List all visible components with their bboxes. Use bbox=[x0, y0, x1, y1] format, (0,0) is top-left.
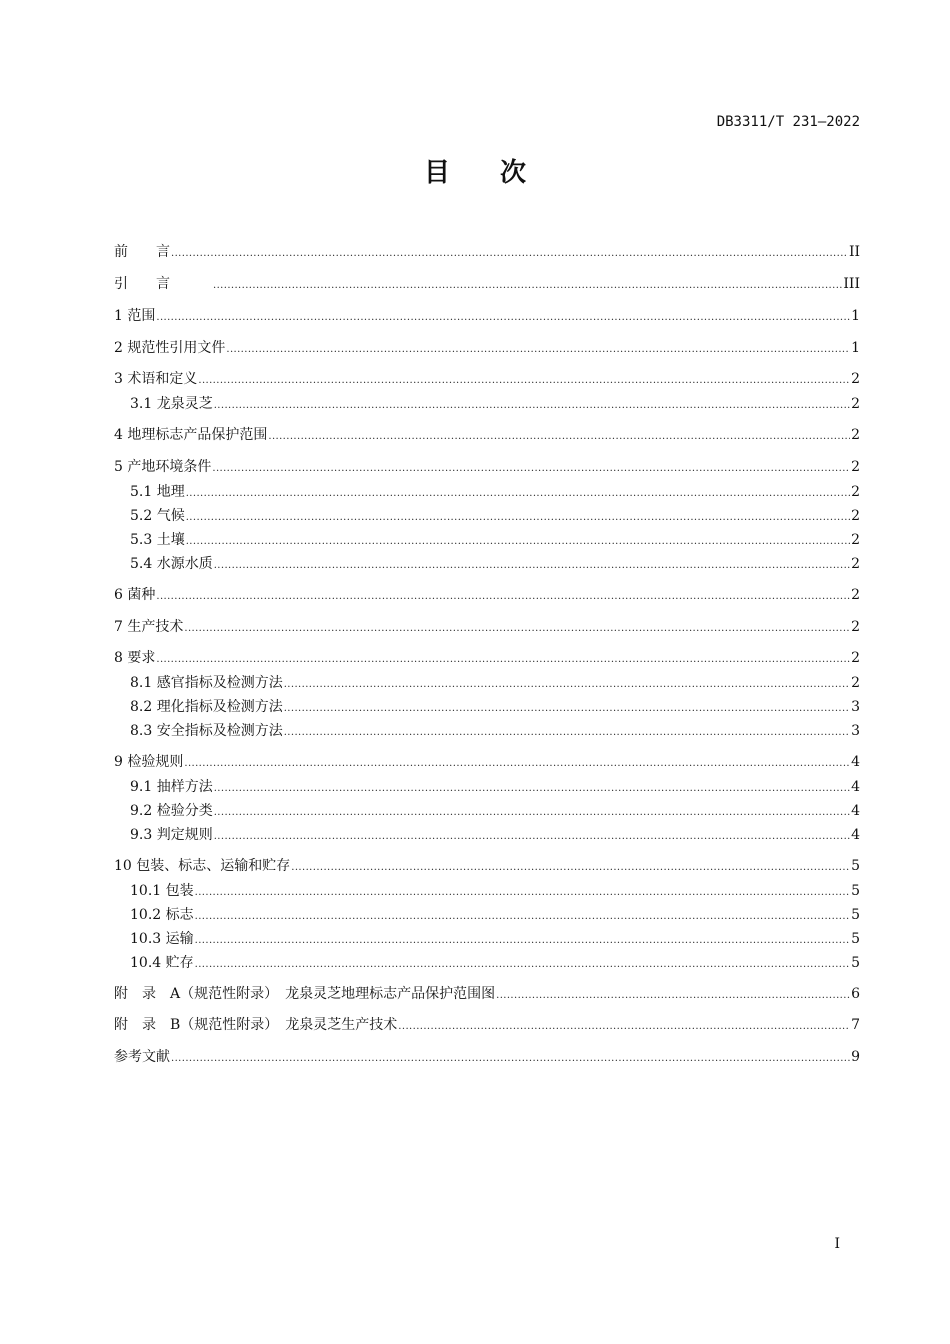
toc-subentry[interactable] bbox=[130, 673, 860, 693]
toc-entry-label: 附 录 A（规范性附录） 龙泉灵芝地理标志产品保护范围图 bbox=[114, 986, 496, 1002]
toc-subentry[interactable] bbox=[130, 825, 860, 845]
toc-entry-page: 4 bbox=[851, 779, 860, 795]
toc-subentry[interactable] bbox=[130, 929, 860, 949]
toc-entry-page: 2 bbox=[851, 587, 860, 603]
toc-entry-page: 2 bbox=[851, 619, 860, 635]
toc-leader-dots bbox=[284, 721, 850, 741]
toc-entry-page: 2 bbox=[851, 459, 860, 475]
toc-entry-page: 2 bbox=[851, 371, 860, 387]
toc-entry-label: 6 菌种 bbox=[114, 587, 156, 603]
toc-entry-page: 2 bbox=[851, 396, 860, 412]
toc-leader-dots bbox=[186, 506, 850, 526]
page-title: 目次 bbox=[423, 158, 576, 188]
toc-entry-label: 引 言 bbox=[114, 276, 212, 292]
toc-leader-dots bbox=[212, 457, 850, 477]
toc-entry-page: 3 bbox=[851, 699, 860, 715]
page-number: I bbox=[834, 1236, 840, 1252]
document-id: DB3311/T 231—2022 bbox=[716, 114, 860, 130]
toc-leader-dots bbox=[398, 1015, 850, 1035]
toc-leader-dots bbox=[195, 881, 850, 901]
toc-leader-dots bbox=[284, 697, 850, 717]
toc-leader-dots bbox=[214, 554, 850, 574]
toc-subentry[interactable] bbox=[130, 777, 860, 797]
toc-entry-label: 1 范围 bbox=[114, 308, 156, 324]
toc-entry-page: 2 bbox=[851, 532, 860, 548]
toc-leader-dots bbox=[268, 425, 850, 445]
toc-subentry[interactable] bbox=[130, 506, 860, 526]
toc-subentry[interactable] bbox=[130, 554, 860, 574]
toc-entry-page: 2 bbox=[851, 508, 860, 524]
toc-leader-dots bbox=[198, 369, 850, 389]
toc-entry-page: 7 bbox=[851, 1017, 860, 1033]
toc-entry-label: 8 要求 bbox=[114, 650, 156, 666]
toc-entry-page: 9 bbox=[851, 1049, 860, 1065]
toc-subentry[interactable] bbox=[130, 530, 860, 550]
toc-entry-label: 3 术语和定义 bbox=[114, 371, 198, 387]
toc-leader-dots bbox=[195, 905, 850, 925]
toc-entry-label: 9 检验规则 bbox=[114, 754, 184, 770]
toc-entry-label: 5.3 土壤 bbox=[130, 532, 185, 548]
toc-entry-page: 4 bbox=[851, 803, 860, 819]
toc-entry[interactable] bbox=[114, 1047, 860, 1067]
toc-entry-label: 8.2 理化指标及检测方法 bbox=[130, 699, 283, 715]
toc-entry-page: 1 bbox=[851, 308, 860, 324]
toc-subentry[interactable] bbox=[130, 721, 860, 741]
toc-entry-label: 8.3 安全指标及检测方法 bbox=[130, 723, 283, 739]
toc-entry[interactable] bbox=[114, 425, 860, 445]
toc-entry[interactable] bbox=[114, 369, 860, 389]
toc-entry-label: 9.2 检验分类 bbox=[130, 803, 213, 819]
toc-subentry[interactable] bbox=[130, 881, 860, 901]
toc-entry-page: 1 bbox=[851, 340, 860, 356]
toc-entry-page: 2 bbox=[851, 650, 860, 666]
toc-entry-page: III bbox=[843, 276, 860, 292]
toc-entry-page: 5 bbox=[851, 907, 860, 923]
toc-entry[interactable] bbox=[114, 648, 860, 668]
toc-subentry[interactable] bbox=[130, 905, 860, 925]
toc-subentry[interactable] bbox=[130, 482, 860, 502]
toc-leader-dots bbox=[184, 617, 850, 637]
toc-entry-label: 前 言 bbox=[114, 244, 170, 260]
toc-entry-page: 3 bbox=[851, 723, 860, 739]
toc-entry-page: 4 bbox=[851, 827, 860, 843]
toc-leader-dots bbox=[226, 338, 850, 358]
toc-entry-label: 参考文献 bbox=[114, 1049, 170, 1065]
toc-leader-dots bbox=[156, 306, 850, 326]
toc-entry-page: 5 bbox=[851, 883, 860, 899]
toc-entry-label: 9.1 抽样方法 bbox=[130, 779, 213, 795]
toc-subentry[interactable] bbox=[130, 953, 860, 973]
toc-entry-page: 2 bbox=[851, 556, 860, 572]
toc-leader-dots bbox=[214, 825, 850, 845]
toc-leader-dots bbox=[214, 777, 850, 797]
toc-entry-label: 10.3 运输 bbox=[130, 931, 194, 947]
toc-leader-dots bbox=[186, 530, 850, 550]
toc-subentry[interactable] bbox=[130, 801, 860, 821]
toc-leader-dots bbox=[186, 482, 850, 502]
toc-leader-dots bbox=[214, 394, 850, 414]
toc-entry-label: 3.1 龙泉灵芝 bbox=[130, 396, 213, 412]
toc-subentry[interactable] bbox=[130, 394, 860, 414]
toc-entry[interactable] bbox=[114, 274, 860, 294]
toc-entry-label: 5 产地环境条件 bbox=[114, 459, 212, 475]
toc-entry[interactable] bbox=[114, 617, 860, 637]
toc-entry[interactable] bbox=[114, 242, 860, 262]
toc-leader-dots bbox=[171, 1047, 850, 1067]
toc-entry-page: 6 bbox=[851, 986, 860, 1002]
toc-entry-label: 10.2 标志 bbox=[130, 907, 194, 923]
toc-entry-label: 5.1 地理 bbox=[130, 484, 185, 500]
toc-leader-dots bbox=[156, 585, 850, 605]
toc-leader-dots bbox=[291, 856, 850, 876]
toc-entry[interactable] bbox=[114, 984, 860, 1004]
toc-entry-page: 5 bbox=[851, 955, 860, 971]
toc-entry[interactable] bbox=[114, 338, 860, 358]
toc-entry-label: 附 录 B（规范性附录） 龙泉灵芝生产技术 bbox=[114, 1017, 398, 1033]
toc-entry-label: 8.1 感官指标及检测方法 bbox=[130, 675, 283, 691]
toc-entry-page: 2 bbox=[851, 484, 860, 500]
toc-leader-dots bbox=[214, 801, 850, 821]
toc-leader-dots bbox=[496, 984, 850, 1004]
toc-entry-page: 2 bbox=[851, 427, 860, 443]
toc-leader-dots bbox=[184, 752, 850, 772]
toc-entry-page: 2 bbox=[851, 675, 860, 691]
toc-entry[interactable] bbox=[114, 1015, 860, 1035]
toc-entry[interactable] bbox=[114, 585, 860, 605]
toc-entry[interactable] bbox=[114, 457, 860, 477]
toc-entry-label: 2 规范性引用文件 bbox=[114, 340, 226, 356]
toc-leader-dots bbox=[284, 673, 850, 693]
toc-entry-page: II bbox=[848, 244, 860, 260]
toc-entry[interactable] bbox=[114, 752, 860, 772]
toc-entry-label: 10.4 贮存 bbox=[130, 955, 194, 971]
toc-leader-dots bbox=[213, 274, 842, 294]
toc-leader-dots bbox=[195, 953, 850, 973]
toc-entry-label: 5.4 水源水质 bbox=[130, 556, 213, 572]
toc-entry-page: 5 bbox=[851, 931, 860, 947]
toc-entry-page: 5 bbox=[851, 858, 860, 874]
toc-entry-label: 10.1 包装 bbox=[130, 883, 194, 899]
toc-subentry[interactable] bbox=[130, 697, 860, 717]
toc-entry-label: 9.3 判定规则 bbox=[130, 827, 213, 843]
toc-leader-dots bbox=[156, 648, 850, 668]
toc-entry-page: 4 bbox=[851, 754, 860, 770]
toc-entry-label: 7 生产技术 bbox=[114, 619, 184, 635]
toc-entry-label: 5.2 气候 bbox=[130, 508, 185, 524]
toc-leader-dots bbox=[195, 929, 850, 949]
toc-entry[interactable] bbox=[114, 856, 860, 876]
toc-entry-label: 10 包装、标志、运输和贮存 bbox=[114, 858, 291, 874]
toc-leader-dots bbox=[171, 242, 848, 262]
toc-entry[interactable] bbox=[114, 306, 860, 326]
toc-entry-label: 4 地理标志产品保护范围 bbox=[114, 427, 268, 443]
